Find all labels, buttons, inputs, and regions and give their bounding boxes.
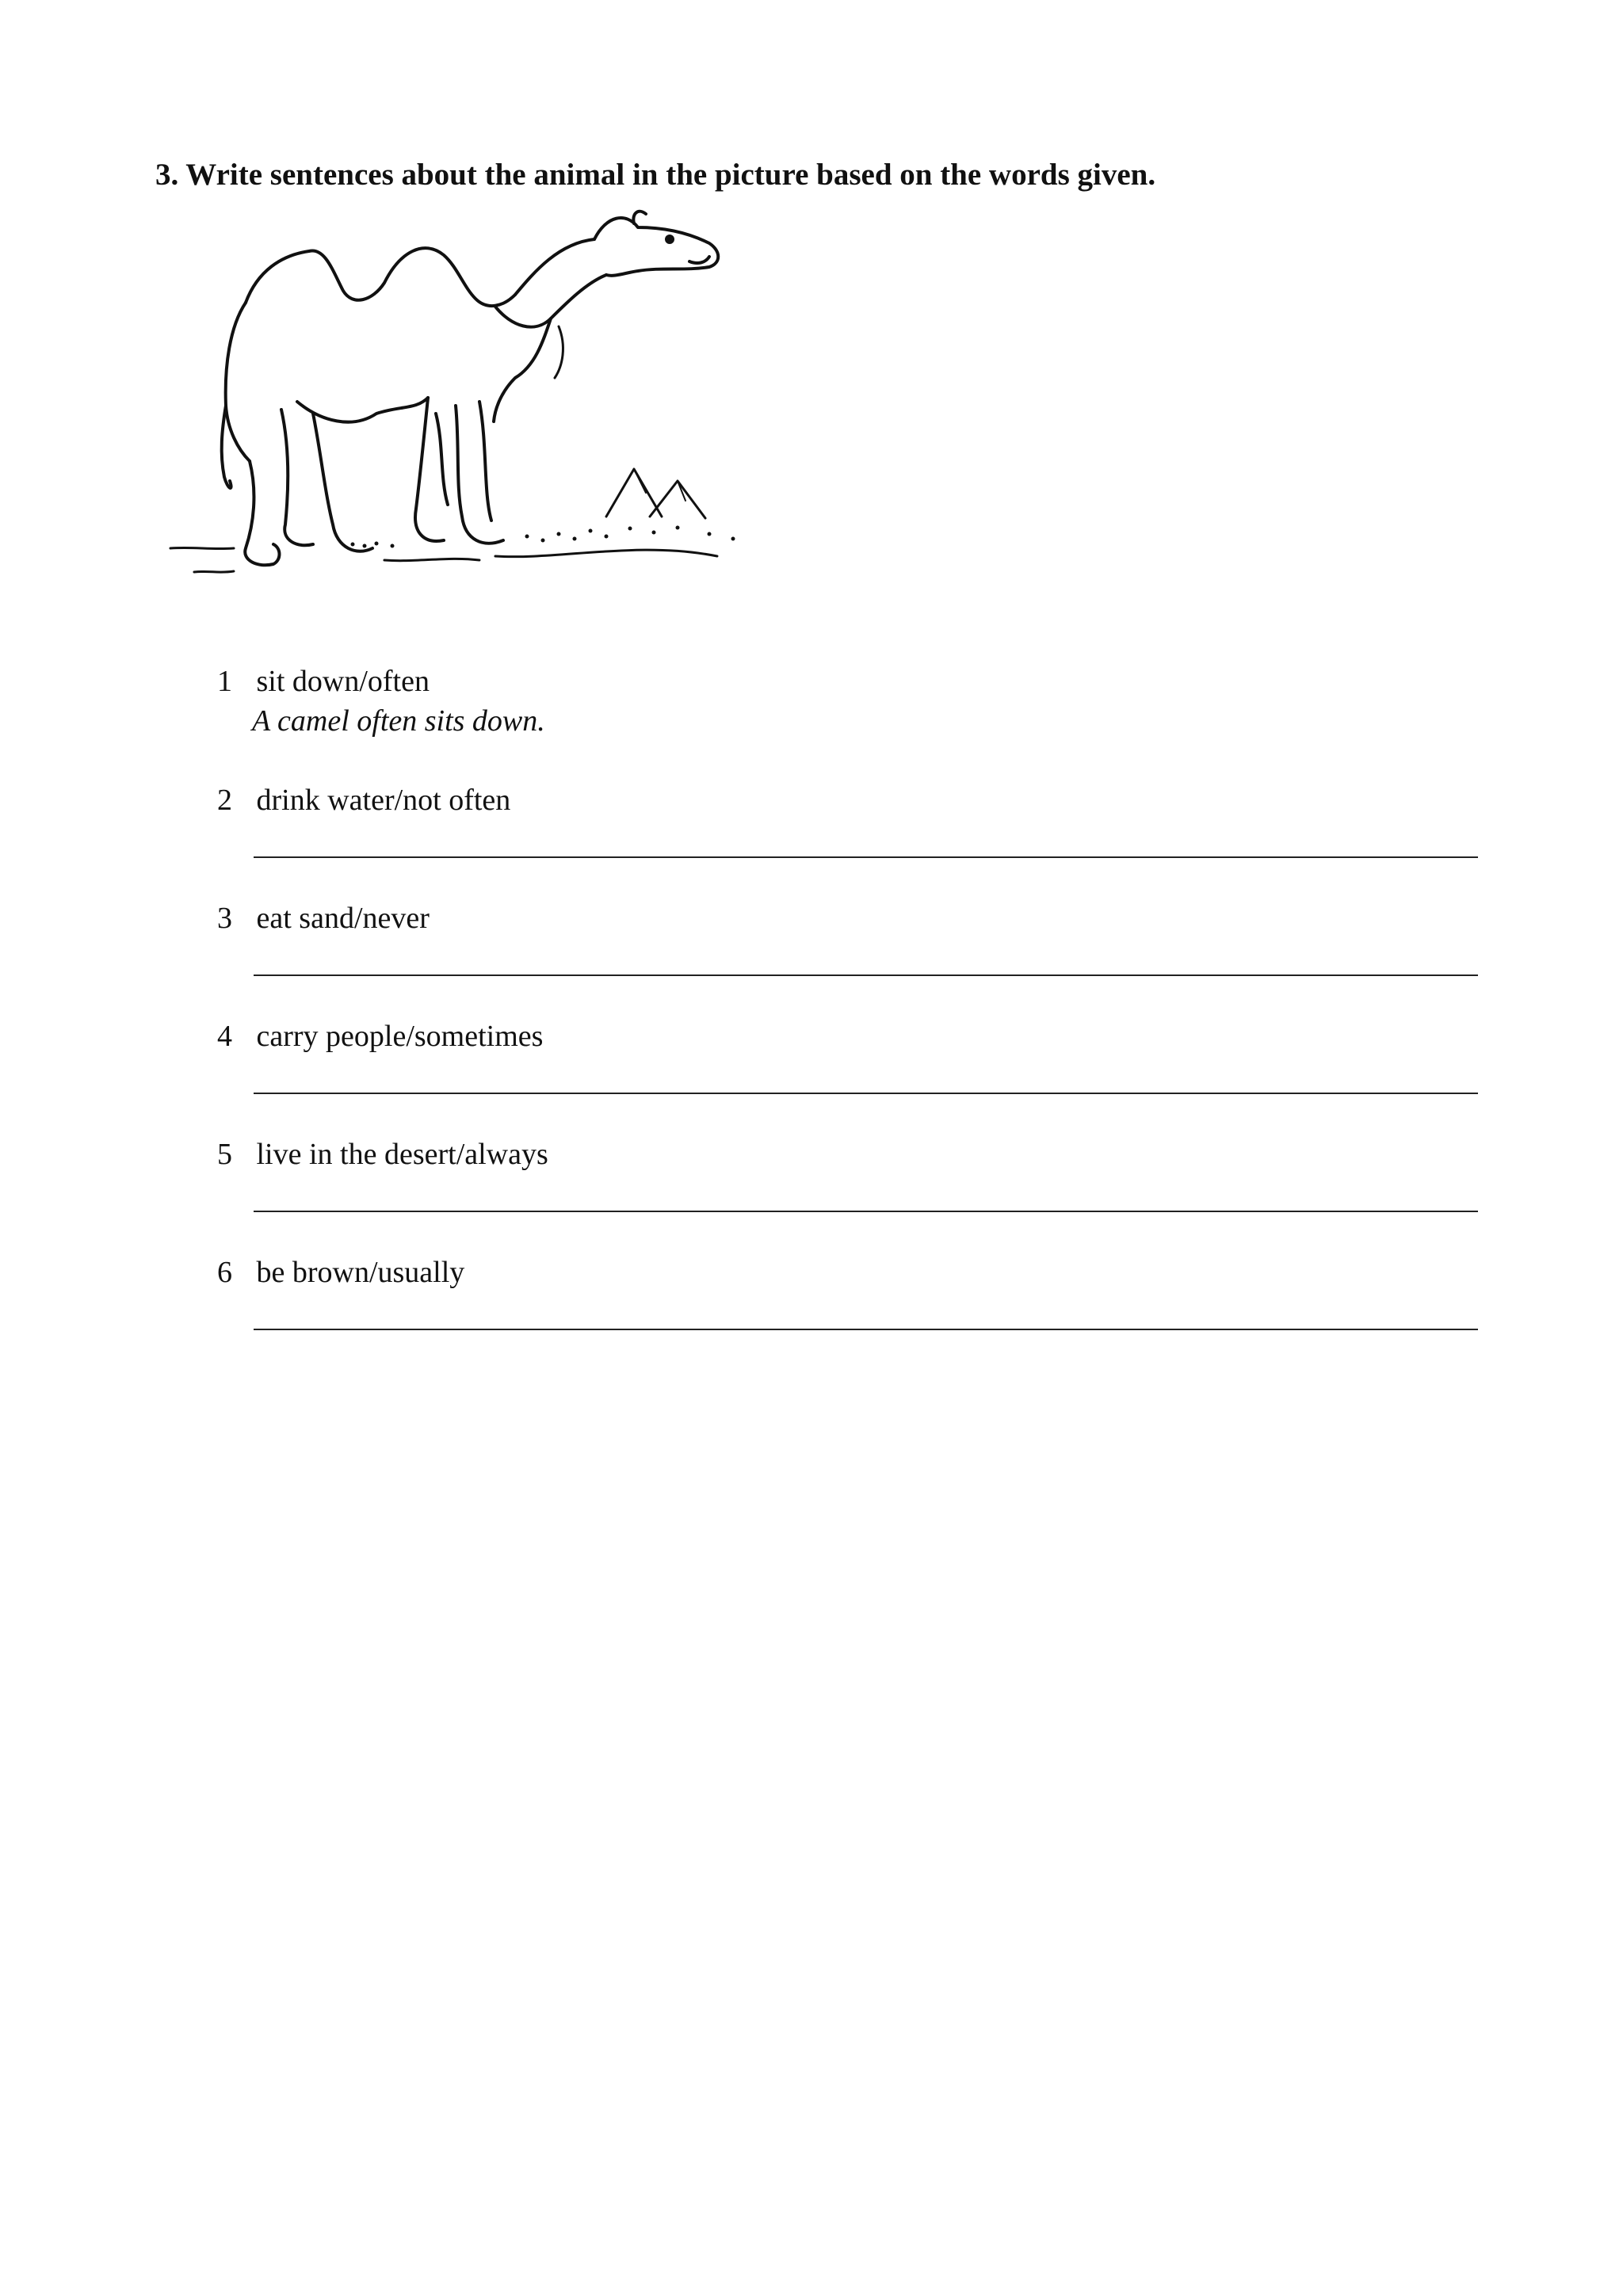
item-number: 5 — [217, 1138, 232, 1171]
item-prompt: live in the desert/always — [256, 1138, 548, 1171]
camel-belly — [226, 303, 428, 461]
exercise-item-4 — [217, 1019, 543, 1054]
camel-neck — [495, 239, 606, 327]
item-prompt: eat sand/never — [256, 902, 430, 935]
item-number: 1 — [217, 665, 232, 698]
item-prompt: be brown/usually — [256, 1256, 465, 1289]
item-number: 3 — [217, 902, 232, 935]
camel-front-leg — [415, 398, 503, 543]
exercise-item-5 — [217, 1137, 548, 1172]
exercise-instruction: 3. Write sentences about the animal in the picture based on the words given. — [155, 158, 1156, 192]
answer-line-5[interactable] — [254, 1211, 1478, 1212]
answer-line-2[interactable] — [254, 856, 1478, 858]
answer-line-3[interactable] — [254, 974, 1478, 976]
camel-chest — [494, 318, 551, 421]
exercise-item-3 — [217, 901, 430, 936]
item-prompt: carry people/sometimes — [256, 1020, 544, 1053]
exercise-item-2 — [217, 783, 510, 818]
ground-line — [170, 547, 717, 572]
item-prompt: sit down/often — [256, 665, 430, 698]
pyramid-left — [606, 469, 662, 517]
answer-line-4[interactable] — [254, 1093, 1478, 1094]
item-number: 2 — [217, 784, 232, 817]
exercise-item-6 — [217, 1255, 464, 1290]
ground-dots — [351, 526, 735, 548]
item-number: 4 — [217, 1020, 232, 1053]
camel-back-leg — [245, 410, 313, 565]
camel-illustration — [162, 208, 781, 612]
answer-line-6[interactable] — [254, 1329, 1478, 1330]
item-number: 6 — [217, 1256, 232, 1289]
camel-head — [594, 218, 718, 276]
item-prompt: drink water/not often — [256, 784, 511, 817]
example-answer: A camel often sits down. — [252, 704, 545, 738]
camel-back-outline — [246, 248, 515, 306]
exercise-item-1 — [217, 664, 430, 699]
